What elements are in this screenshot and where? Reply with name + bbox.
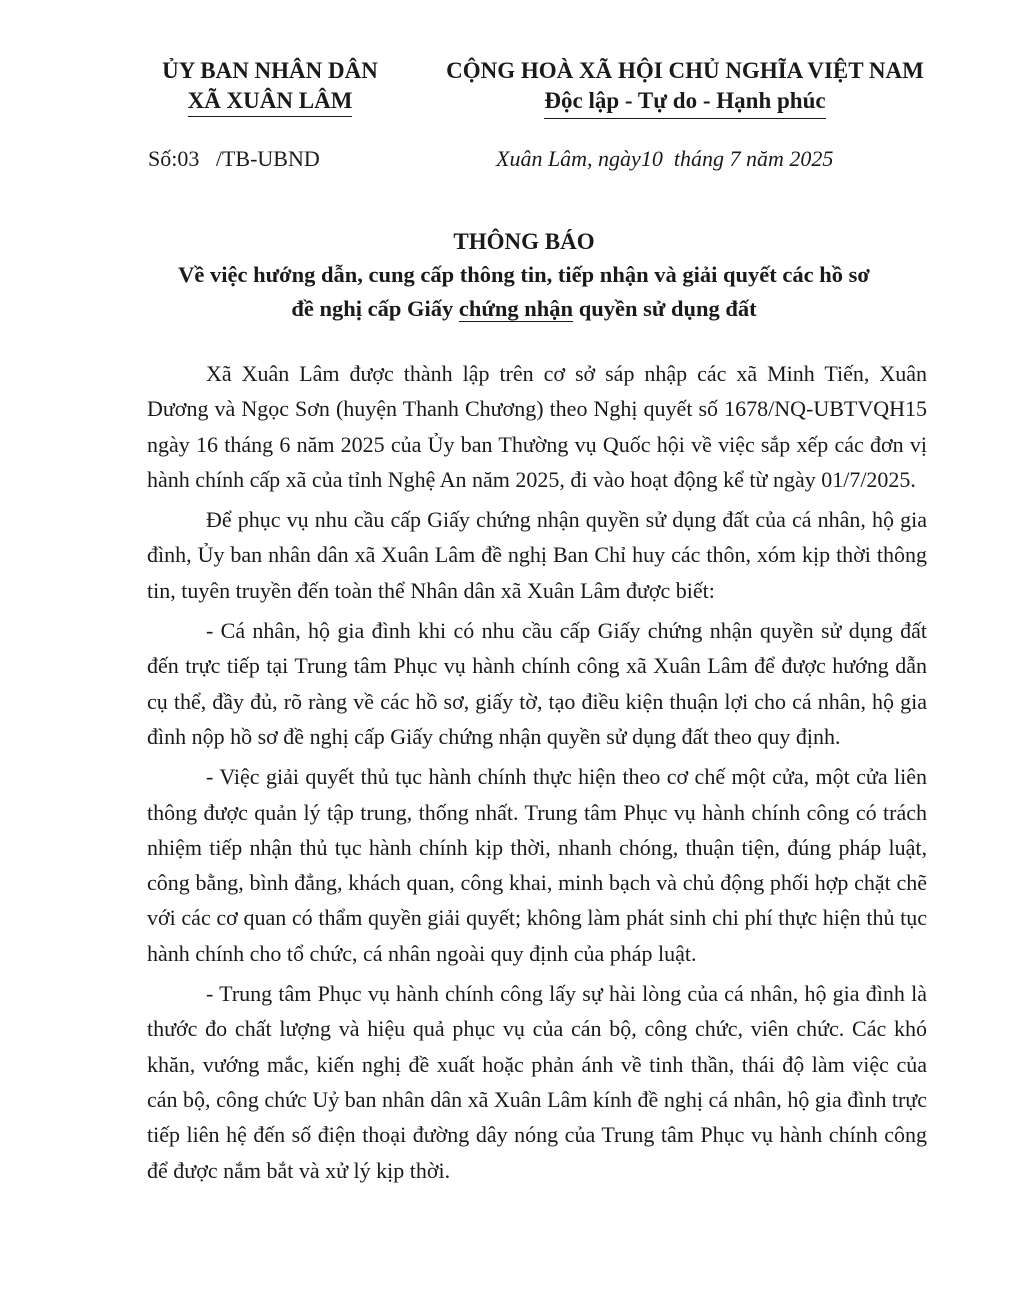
issuing-authority <box>130 56 410 117</box>
title-subject-pre: đề nghị cấp Giấy <box>291 296 459 321</box>
title-subject-underlined: chứng nhận <box>458 296 574 321</box>
national-motto: Độc lập - Tự do - Hạnh phúc <box>544 86 825 119</box>
paragraph-guidance: - Cá nhân, hộ gia đình khi có nhu cầu cấp Giấy chứng nhận quyền sử dụng đất đến trực tiếp tại Trung tâm Phục vụ hành chính công xã Xuân Lâm để được hướng dẫn cụ thể, đầy đủ, rõ ràng về các hồ sơ, giấy tờ, tạo điều kiện thuận lợi cho cá nhân, hộ gia đình nộp hồ sơ đề nghị cấp Giấy chứng nhận quyền sử dụng đất theo quy định. <box>147 618 927 749</box>
national-heading <box>420 56 950 119</box>
title-main: THÔNG BÁO <box>453 229 595 254</box>
place-and-date: Xuân Lâm, ngày10 tháng 7 năm 2025 <box>496 146 834 171</box>
paragraph-request: Để phục vụ nhu cầu cấp Giấy chứng nhận quyền sử dụng đất của cá nhân, hộ gia đình, Ủy ban nhân dân xã Xuân Lâm đề nghị Ban Chỉ huy các thôn, xóm kịp thời thông tin, tuyên truyền đến toàn thể Nhân dân xã Xuân Lâm được biết: <box>147 507 927 603</box>
paragraph-establishment: Xã Xuân Lâm được thành lập trên cơ sở sáp nhập các xã Minh Tiến, Xuân Dương và Ngọc Sơn (huyện Thanh Chương) theo Nghị quyết số 1678/NQ-UBTVQH15 ngày 16 tháng 6 năm 2025 của Ủy ban Thường vụ Quốc hội về việc sắp xếp các đơn vị hành chính cấp xã của tỉnh Nghệ An năm 2025, đi vào hoạt động kể từ ngày 01/7/2025. <box>147 361 927 492</box>
document-title <box>120 226 928 326</box>
authority-line-2: XÃ XUÂN LÂM <box>188 86 353 117</box>
nation-name: CỘNG HOÀ XÃ HỘI CHỦ NGHĨA VIỆT NAM <box>446 58 924 83</box>
title-subject-line-1: Về việc hướng dẫn, cung cấp thông tin, tiếp nhận và giải quyết các hồ sơ <box>178 262 870 287</box>
title-subject-post: quyền sử dụng đất <box>573 296 757 321</box>
authority-line-1: ỦY BAN NHÂN DÂN <box>162 58 378 83</box>
paragraph-procedure: - Việc giải quyết thủ tục hành chính thực hiện theo cơ chế một cửa, một cửa liên thông được quản lý tập trung, thống nhất. Trung tâm Phục vụ hành chính công có trách nhiệm tiếp nhận thủ tục hành chính kịp thời, nhanh chóng, thuận tiện, đúng pháp luật, công bằng, bình đẳng, khách quan, công khai, minh bạch và chủ động phối hợp chặt chẽ với các cơ quan có thẩm quyền giải quyết; không làm phát sinh chi phí thực hiện thủ tục hành chính cho tổ chức, cá nhân ngoài quy định của pháp luật. <box>147 764 927 966</box>
title-subject-line-2 <box>120 292 928 326</box>
document-number: Số:03 /TB-UBND <box>148 146 320 171</box>
document-body <box>147 356 927 1193</box>
paragraph-feedback: - Trung tâm Phục vụ hành chính công lấy sự hài lòng của cá nhân, hộ gia đình là thước đo chất lượng và hiệu quả phục vụ của cán bộ, công chức, viên chức. Các khó khăn, vướng mắc, kiến nghị đề xuất hoặc phản ánh về tinh thần, thái độ làm việc của cán bộ, công chức Uỷ ban nhân dân xã Xuân Lâm kính đề nghị cá nhân, hộ gia đình trực tiếp liên hệ đến số điện thoại đường dây nóng của Trung tâm Phục vụ hành chính công để được nắm bắt và xử lý kịp thời. <box>147 981 927 1183</box>
